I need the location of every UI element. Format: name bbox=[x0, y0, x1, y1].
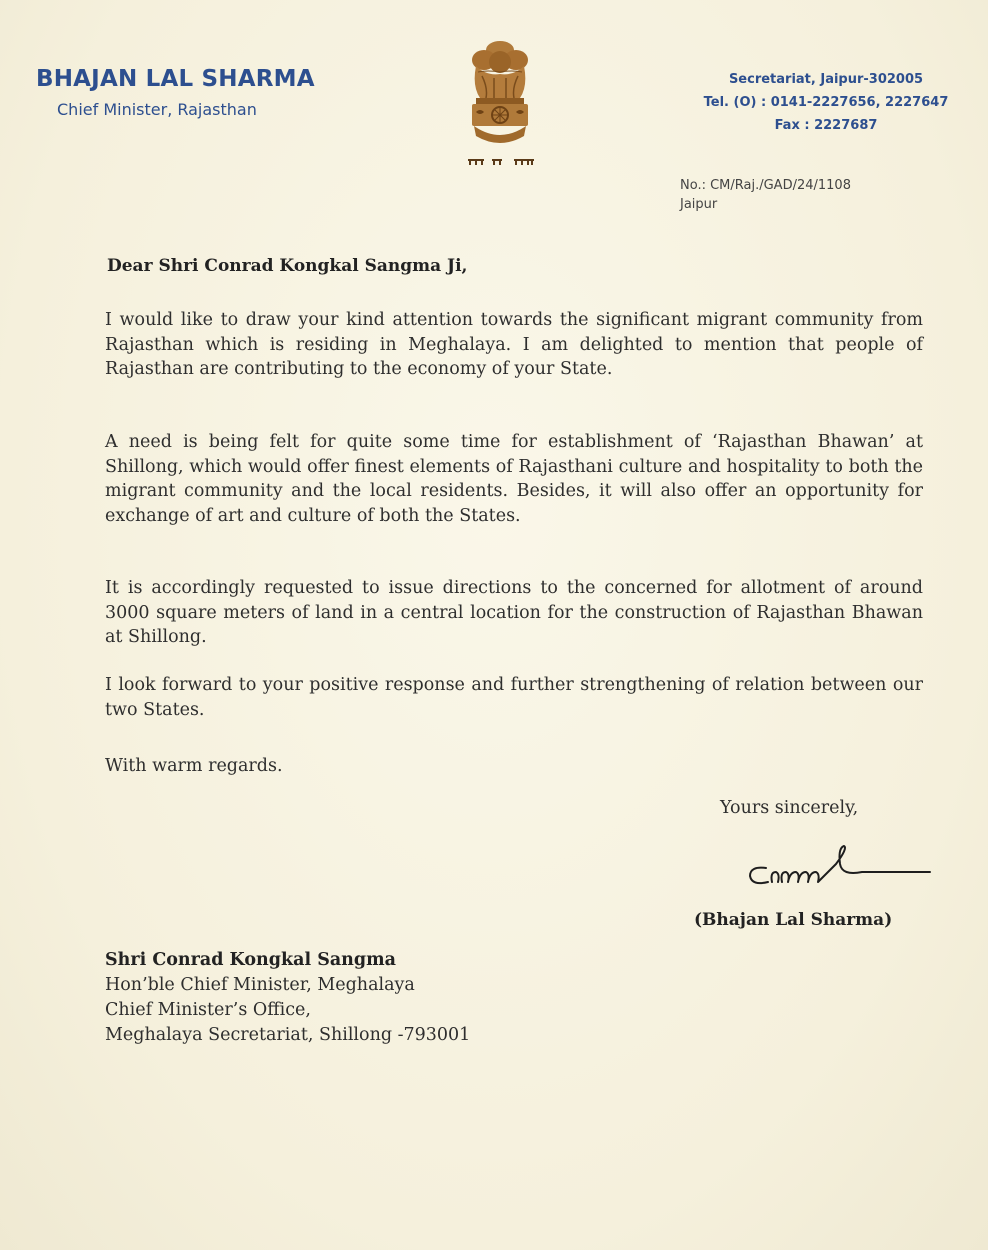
reference-block bbox=[680, 176, 851, 214]
body-paragraph-1: I would like to draw your kind attention towards the significant migrant community from Rajasthan which is residing in Meghalaya. I am delighted to mention that people of Rajasthan are contributing to the economy of your State. bbox=[105, 310, 923, 379]
body-paragraph-2: A need is being felt for quite some time for establishment of ‘Rajasthan Bhawan’ at Shillong, which would offer finest elements of Rajasthani culture and hospitality to both the migrant community and the local residents. Besides, it will also offer an opportunity for exchange of art and culture of both the States. bbox=[105, 432, 923, 526]
telephone-numbers: Tel. (O) : 0141-2227656, 2227647 bbox=[703, 95, 949, 110]
reference-number: No.: CM/Raj./GAD/24/1108 bbox=[680, 178, 851, 193]
sender-name: BHAJAN LAL SHARMA bbox=[36, 66, 315, 92]
sender-designation: Chief Minister, Rajasthan bbox=[57, 100, 257, 119]
body-paragraph-3: It is accordingly requested to issue directions to the concerned for allotment of around 3000 square meters of land in a central location for the construction of Rajasthan Bhawan at Shillong. bbox=[105, 578, 923, 647]
closing-line: Yours sincerely, bbox=[720, 798, 859, 818]
state-emblem-icon bbox=[458, 36, 542, 176]
addressee-office: Chief Minister’s Office, bbox=[105, 1000, 311, 1020]
handwritten-signature bbox=[744, 838, 934, 898]
place: Jaipur bbox=[680, 197, 718, 212]
salutation: Dear Shri Conrad Kongkal Sangma Ji, bbox=[107, 256, 468, 276]
signatory-name: (Bhajan Lal Sharma) bbox=[694, 910, 893, 930]
addressee-block bbox=[105, 948, 470, 1048]
office-address: Secretariat, Jaipur-302005 bbox=[728, 72, 924, 87]
body-paragraph-4: I look forward to your positive response and further strengthening of relation between our two States. bbox=[105, 675, 923, 720]
addressee-designation: Hon’ble Chief Minister, Meghalaya bbox=[105, 975, 415, 995]
fax-number: Fax : 2227687 bbox=[774, 118, 878, 133]
addressee-address: Meghalaya Secretariat, Shillong -793001 bbox=[105, 1025, 471, 1045]
regards-line: With warm regards. bbox=[105, 756, 283, 776]
contact-block bbox=[696, 68, 956, 137]
addressee-name: Shri Conrad Kongkal Sangma bbox=[105, 950, 396, 970]
